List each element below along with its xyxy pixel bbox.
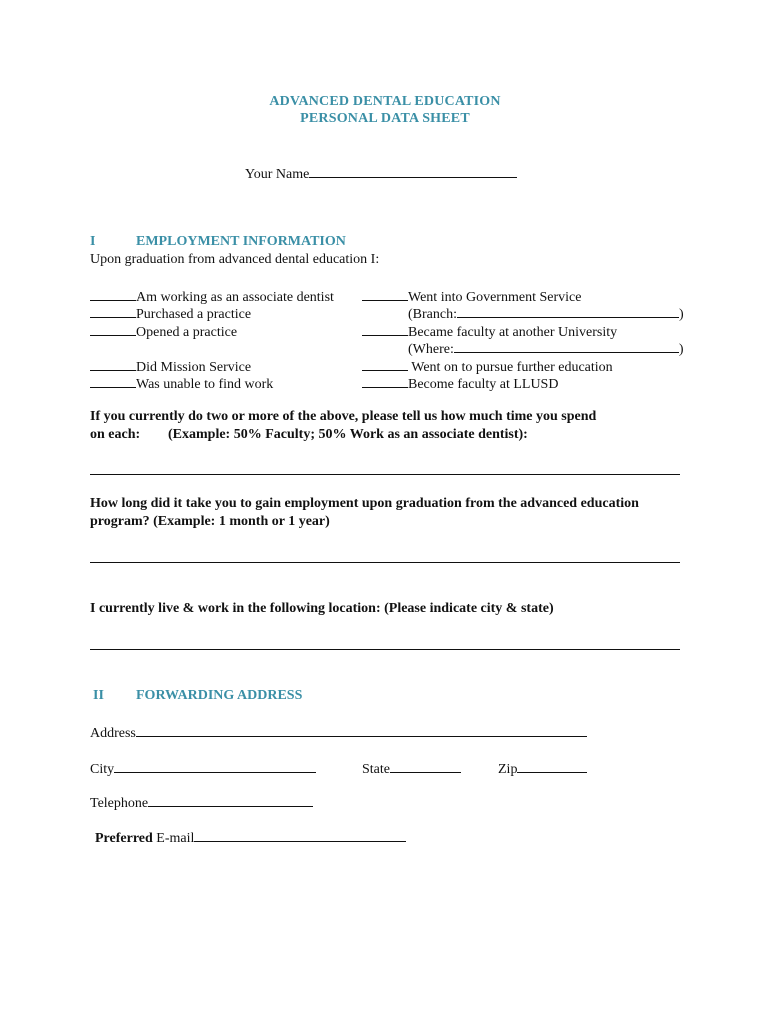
state-field[interactable]: [390, 759, 461, 773]
option-label: Am working as an associate dentist: [136, 290, 334, 305]
email-preferred-label: Preferred: [95, 831, 153, 846]
checkbox-blank[interactable]: [362, 322, 408, 336]
telephone-row: [90, 793, 313, 812]
section-2-numeral: II: [93, 688, 104, 703]
state-row: [362, 759, 461, 778]
your-name-field[interactable]: [309, 164, 517, 178]
checkbox-blank[interactable]: [90, 322, 136, 336]
telephone-label: Telephone: [90, 796, 149, 811]
option-faculty-llusd: [362, 374, 558, 393]
your-name-row: [245, 164, 517, 183]
city-field[interactable]: [114, 759, 316, 773]
zip-label: Zip: [498, 762, 518, 777]
option-label: Went into Government Service: [408, 290, 582, 305]
form-title-line1: ADVANCED DENTAL EDUCATION: [269, 94, 501, 109]
close-paren: ): [678, 307, 684, 322]
option-label: Became faculty at another University: [408, 325, 618, 340]
question-employment-time-line2: program? (Example: 1 month or 1 year): [90, 514, 330, 529]
answer-line-location[interactable]: [90, 649, 680, 650]
address-row: [90, 723, 587, 742]
branch-field[interactable]: [457, 304, 679, 318]
close-paren: ): [678, 342, 684, 357]
where-row: [408, 339, 684, 358]
city-label: City: [90, 762, 115, 777]
question-time-split-line1: If you currently do two or more of the above, please tell us how much time you spend: [90, 409, 597, 424]
option-label: Was unable to find work: [136, 377, 274, 392]
option-label: Purchased a practice: [136, 307, 252, 322]
question-time-split-line2a: on each:: [90, 427, 141, 442]
option-opened-practice: [90, 322, 237, 341]
form-title-line2: PERSONAL DATA SHEET: [300, 111, 470, 126]
option-label: Opened a practice: [136, 325, 238, 340]
section-1-numeral: I: [90, 234, 96, 249]
email-field[interactable]: [194, 828, 406, 842]
address-field[interactable]: [136, 723, 587, 737]
checkbox-blank[interactable]: [90, 287, 136, 301]
question-time-split-line2b: (Example: 50% Faculty; 50% Work as an associate dentist):: [168, 427, 528, 442]
answer-line-employment-time[interactable]: [90, 562, 680, 563]
question-location: I currently live & work in the following location: (Please indicate city & state): [90, 601, 554, 616]
checkbox-blank[interactable]: [362, 357, 408, 371]
branch-label: (Branch:: [408, 307, 457, 322]
option-label: Did Mission Service: [136, 360, 252, 375]
checkbox-blank[interactable]: [362, 374, 408, 388]
option-purchased-practice: [90, 304, 251, 323]
email-row: [95, 828, 406, 847]
branch-row: [408, 304, 684, 323]
checkbox-blank[interactable]: [362, 287, 408, 301]
where-field[interactable]: [454, 339, 679, 353]
address-label: Address: [90, 726, 136, 741]
section-1-intro: Upon graduation from advanced dental education I:: [90, 252, 380, 267]
telephone-field[interactable]: [148, 793, 313, 807]
city-row: [90, 759, 316, 778]
section-1-title: EMPLOYMENT INFORMATION: [136, 234, 346, 249]
state-label: State: [362, 762, 390, 777]
option-label: Become faculty at LLUSD: [408, 377, 559, 392]
your-name-label: Your Name: [245, 167, 310, 182]
answer-line-time-split[interactable]: [90, 474, 680, 475]
option-unable-find-work: [90, 374, 273, 393]
zip-field[interactable]: [517, 759, 587, 773]
where-label: (Where:: [408, 342, 454, 357]
question-employment-time-line1: How long did it take you to gain employment upon graduation from the advanced education: [90, 496, 639, 511]
section-2-title: FORWARDING ADDRESS: [136, 688, 303, 703]
checkbox-blank[interactable]: [90, 357, 136, 371]
email-label: E-mail: [152, 831, 195, 846]
checkbox-blank[interactable]: [90, 304, 136, 318]
zip-row: [498, 759, 587, 778]
option-label: Went on to pursue further education: [408, 360, 613, 375]
checkbox-blank[interactable]: [90, 374, 136, 388]
